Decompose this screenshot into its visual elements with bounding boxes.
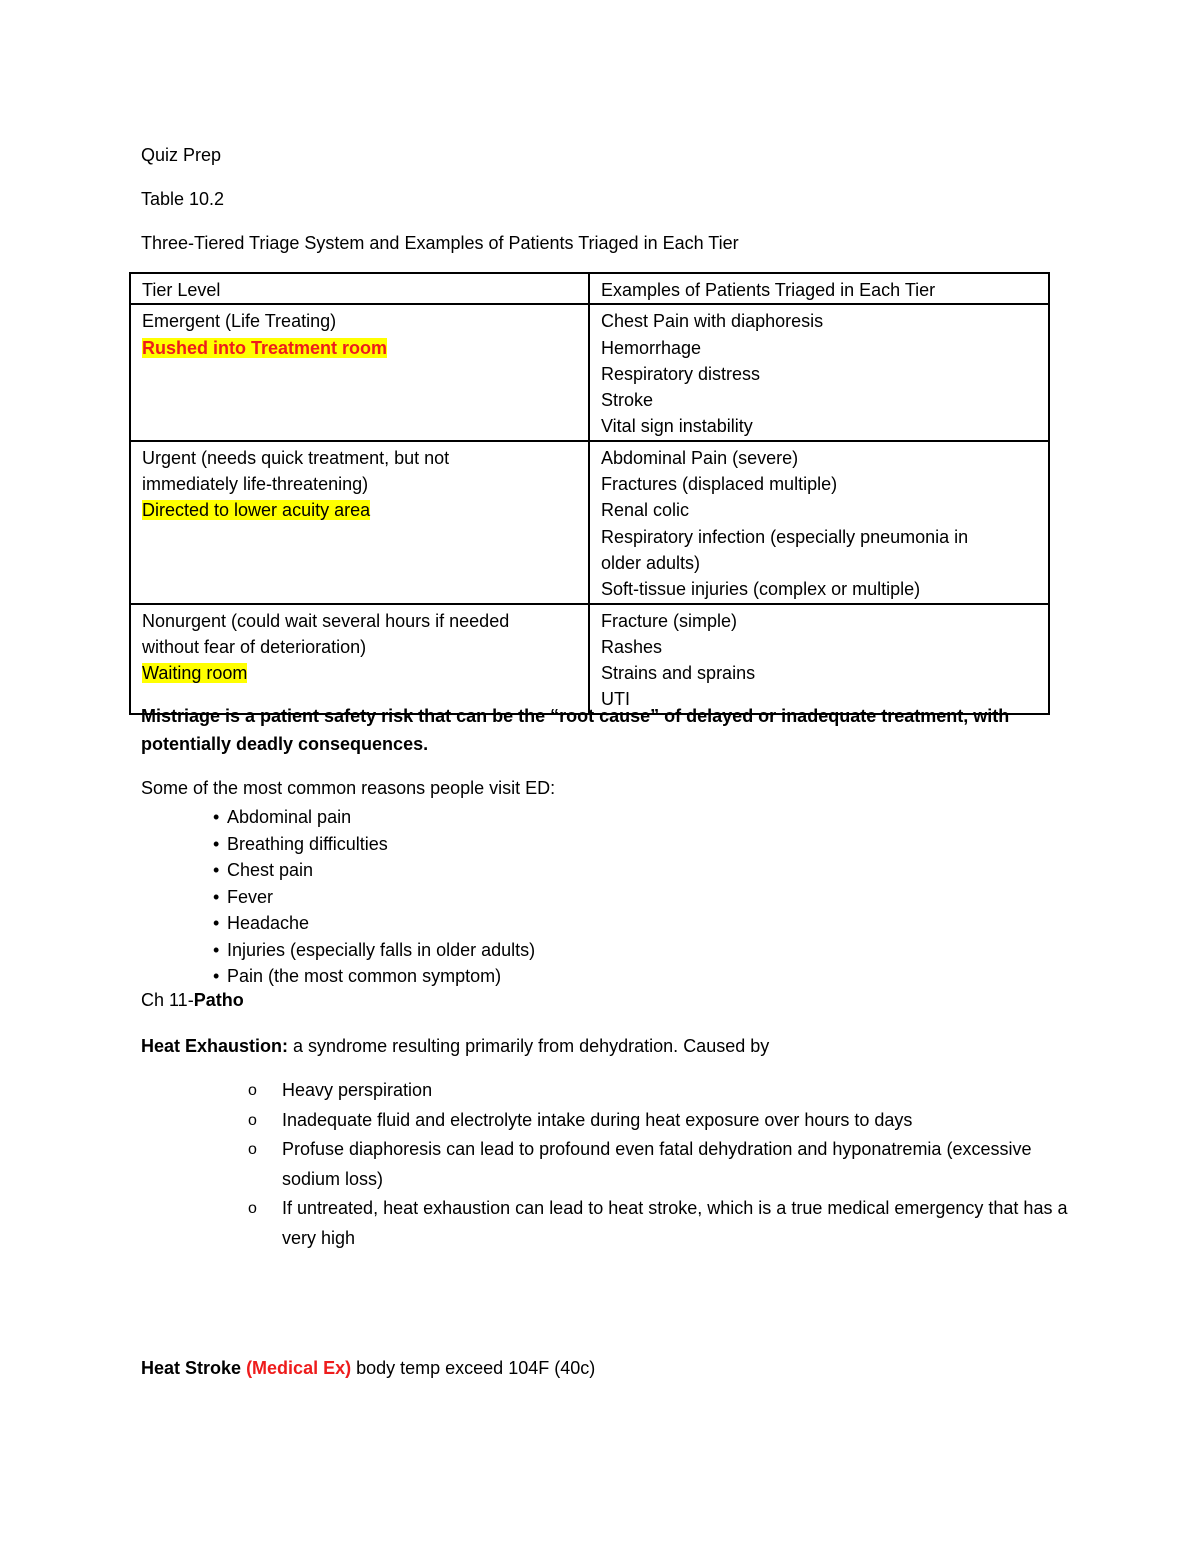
example-item: Strains and sprains (601, 663, 756, 684)
example-item: Respiratory distress (601, 363, 761, 384)
list-item: o Profuse diaphoresis can lead to profound even fatal dehydration and hyponatremia (excessive sodium loss) (248, 1135, 1068, 1194)
heat-exhaustion-definition: Heat Exhaustion: a syndrome resulting primarily from dehydration. Caused by (141, 1036, 770, 1056)
bullet-icon: • (213, 886, 220, 907)
tier-action: Directed to lower acuity area (142, 500, 371, 521)
tier-name: Emergent (Life Treating) (142, 311, 337, 332)
examples-cell (589, 304, 1049, 440)
example-item-cont: older adults) (601, 552, 701, 573)
examples-cell (589, 604, 1049, 714)
circle-bullet-icon: o (248, 1082, 257, 1099)
tier-cell (130, 441, 589, 604)
heat-stroke-term: Heat Stroke (141, 1358, 242, 1378)
list-item: • Injuries (especially falls in older adults) (213, 937, 535, 964)
tier-action: Rushed into Treatment room (142, 337, 388, 358)
circle-bullet-icon: o (248, 1141, 257, 1158)
example-item: Stroke (601, 390, 654, 411)
heat-stroke-tag: (Medical Ex) (246, 1358, 352, 1378)
ed-reasons-intro: Some of the most common reasons people visit ED: (141, 778, 556, 798)
heat-exhaustion-term: Heat Exhaustion: (141, 1036, 289, 1056)
header-tier-level: Tier Level (130, 273, 589, 304)
example-item: Vital sign instability (601, 416, 753, 437)
table-reference: Table 10.2 (141, 189, 225, 209)
list-item: • Breathing difficulties (213, 831, 535, 858)
example-item: Rashes (601, 636, 663, 657)
bullet-icon: • (213, 807, 220, 827)
list-item: • Pain (the most common symptom) (213, 963, 535, 990)
example-item: Fracture (simple) (601, 610, 738, 631)
table-row (130, 304, 1049, 440)
list-item: • Headache (213, 910, 535, 937)
tier-name: Nonurgent (could wait several hours if needed (142, 610, 510, 631)
tier-cell (130, 304, 589, 440)
example-item: Respiratory infection (especially pneumonia in (601, 526, 969, 547)
ed-reasons-list (213, 804, 535, 990)
list-item: o Heavy perspiration (248, 1076, 1068, 1106)
list-item: o If untreated, heat exhaustion can lead to heat stroke, which is a true medical emergency that has a very high (248, 1194, 1068, 1253)
tier-action: Waiting room (142, 663, 248, 684)
example-item: Fractures (displaced multiple) (601, 474, 838, 495)
bullet-icon: • (213, 860, 220, 880)
circle-bullet-icon: o (248, 1200, 257, 1217)
list-item: • Fever (213, 884, 535, 911)
examples-cell (589, 441, 1049, 604)
example-item: Hemorrhage (601, 337, 702, 358)
tier-name-cont: immediately life-threatening) (142, 474, 369, 495)
bullet-icon: • (213, 966, 220, 986)
example-item: Renal colic (601, 500, 690, 521)
example-item: UTI (601, 689, 630, 710)
mistriage-line-1: Mistriage is a patient safety risk that can be the “root cause” of delayed or inadequate treatment, with (141, 706, 1010, 726)
list-item: • Chest pain (213, 857, 535, 884)
table-caption: Three-Tiered Triage System and Examples of Patients Triaged in Each Tier (141, 233, 739, 253)
list-item: o Inadequate fluid and electrolyte intake during heat exposure over hours to days (248, 1106, 1068, 1136)
mistriage-note (141, 702, 1071, 758)
mistriage-line-2: potentially deadly consequences. (141, 734, 429, 754)
circle-bullet-icon: o (248, 1111, 257, 1129)
example-item: Abdominal Pain (severe) (601, 447, 799, 468)
example-item: Soft-tissue injuries (complex or multiple) (601, 579, 921, 600)
example-item: Chest Pain with diaphoresis (601, 311, 824, 332)
heat-exhaustion-causes (248, 1076, 1068, 1253)
tier-name-cont: without fear of deterioration) (142, 636, 367, 657)
table-row (130, 604, 1049, 714)
heat-stroke-definition: Heat Stroke (Medical Ex) body temp exceed 104F (40c) (141, 1358, 596, 1378)
bullet-icon: • (213, 913, 220, 933)
tier-name: Urgent (needs quick treatment, but not (142, 447, 450, 468)
bullet-icon: • (213, 833, 220, 854)
page-title: Quiz Prep (141, 145, 222, 165)
header-examples: Examples of Patients Triaged in Each Tier (589, 273, 1049, 304)
table-row (130, 441, 1049, 604)
chapter-heading: Ch 11-Patho (141, 990, 244, 1010)
triage-table (129, 272, 1050, 715)
tier-cell (130, 604, 589, 714)
table-header-row (130, 273, 1049, 304)
bullet-icon: • (213, 939, 220, 960)
list-item: • Abdominal pain (213, 804, 535, 831)
